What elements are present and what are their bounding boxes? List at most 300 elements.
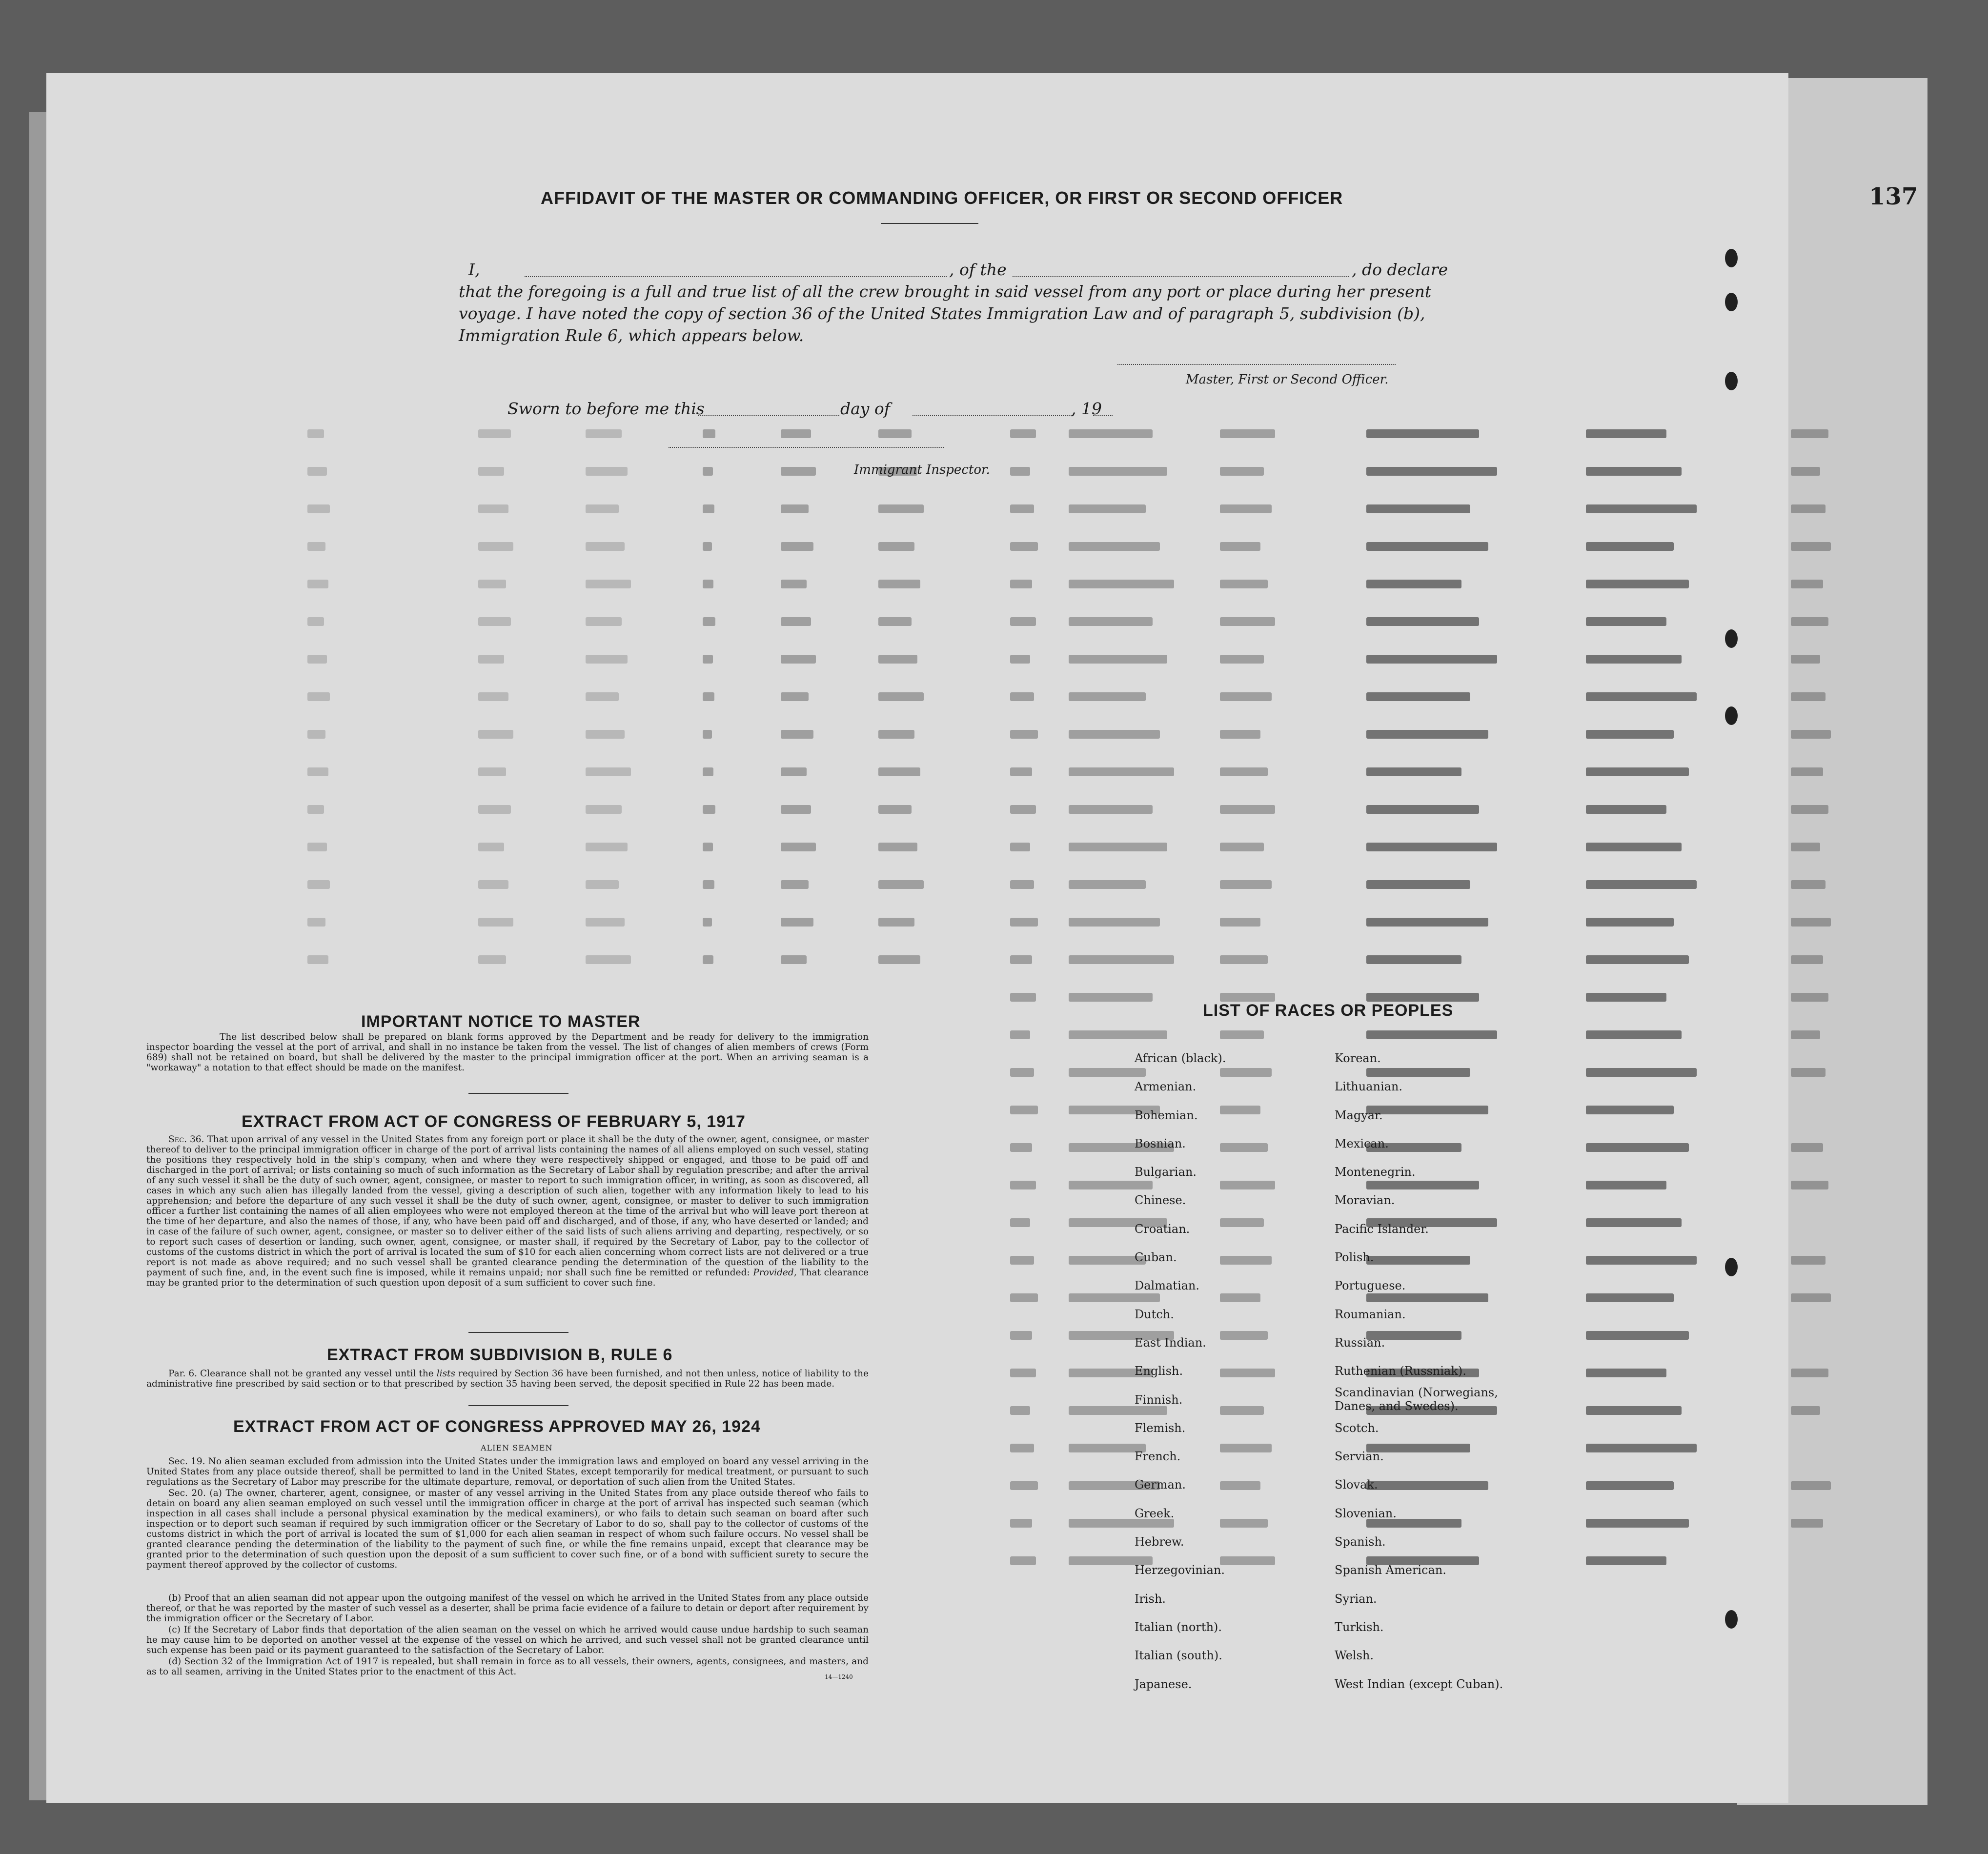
bleed-mark [703,542,712,551]
bleed-mark [703,805,715,814]
bleed-mark [1010,730,1038,739]
bleed-mark [1586,1406,1682,1415]
bleed-mark [1366,843,1497,851]
bleed-mark [1791,580,1823,588]
race-item: Bosnian. [1135,1136,1186,1150]
affidavit-line3: voyage. I have noted the copy of section 36 of the United States Immigration Law and of paragraph 5, subdivision (b), [459,304,1425,323]
name-blank [525,276,947,277]
bleed-mark [478,504,508,513]
bleed-mark [586,504,619,513]
race-item: Irish. [1135,1592,1166,1606]
bleed-mark [478,467,504,476]
race-item: Lithuanian. [1335,1080,1403,1094]
extract1-body: That upon arrival of any vessel in the United States from any foreign port or place it shall be the duty of the owner, agent, consignee, or master thereof to deliver to the principal immigration officer in charge of the port of arrival lists containing the names of all aliens employed on such vessel, stating the positions they respectively hold in the ship's company, when and where they were respectively shipped or engaged, and those to be paid off and discharged in the port of arrival; or lists containing so much of such information as the Secretary of Labor shall by regulation prescribe; and after the arrival of any such vessel it shall be the duty of such owner, agent, consignee, or master to report to such immigration officer, in writing, as soon as discovered, all cases in which any such alien has illegally landed from the vessel, giving a description of such alien, together with any information likely to lead to his apprehension; and before the departure of any such vessel it shall be the duty of such owner, agent, consignee, or master to deliver to such immigration officer a further list containing the names of all alien employees who were not employed thereon at the time of the arrival but who will leave port thereon at the time of her departure, and also the names of those, if any, who have been paid off and discharged, and of those, if any, who have deserted or landed; and in case of the failure of such owner, agent, consignee, or master so to deliver either of the said lists of such aliens arriving and departing, respectively, or so to report such cases of desertion or landing, such owner, agent, consignee, or master shall, if required by the Secretary of Labor, pay to the collector of customs of the customs district in which the port of arrival is located the sum of $10 for each alien concerning whom correct lists are not delivered or a true report is not made as above required; and no such vessel shall be granted clearance pending the determination of the question of the liability to the payment of such fine, and, in the event such fine is imposed, while it remains unpaid; nor shall such fine be remitted or refunded: [146,1134,869,1278]
race-item: East Indian. [1135,1335,1206,1350]
bleed-mark [1220,730,1260,739]
bleed-mark [1791,880,1826,889]
bleed-mark [1586,617,1666,626]
bleed-mark [1366,955,1461,964]
bleed-mark [1791,429,1828,438]
bleed-mark [1220,1331,1268,1340]
bleed-row [278,429,1903,444]
race-item: Cuban. [1135,1250,1177,1265]
bleed-mark [1220,429,1275,438]
bleed-mark [703,692,714,701]
race-item: Ruthenian (Russniak). [1335,1364,1466,1378]
bleed-mark [1220,805,1275,814]
extract3-sec20b: (b) Proof that an alien seaman did not appear upon the outgoing manifest of the vessel on which he arrived in the United States from any place outside thereof, or that he was reported by the master of such vessel as a deserter, shall be prima facie evidence of a failure to detain or deport after requirement by the immigration officer or the Secretary of Labor. [146,1593,869,1624]
bleed-row [278,730,1903,745]
page-number: 137 [1869,183,1918,210]
race-item: African (black). [1135,1051,1226,1065]
bleed-mark [1010,655,1030,664]
bleed-mark [586,767,631,776]
vessel-blank [1013,276,1349,277]
bleed-mark [1791,1481,1831,1490]
race-item: English. [1135,1364,1183,1378]
bleed-mark [878,692,924,701]
race-item: Japanese. [1135,1677,1192,1691]
divider [468,1093,568,1094]
bleed-mark [1586,467,1682,476]
bleed-row [278,655,1903,669]
bleed-mark [1010,805,1036,814]
bleed-mark [1069,880,1146,889]
extract2-lists: lists [436,1369,455,1379]
bleed-mark [478,805,511,814]
race-item: Spanish American. [1335,1563,1446,1577]
bleed-mark [1791,918,1831,927]
bleed-mark [1366,767,1461,776]
bleed-mark [307,955,328,964]
affidavit-line1-end: , do declare [1352,260,1448,279]
bleed-mark [781,730,813,739]
bleed-mark [1791,955,1823,964]
binder-hole-icon [1725,372,1738,390]
bleed-row [278,918,1903,932]
race-item: Welsh. [1335,1649,1374,1663]
race-item: Pacific Islander. [1335,1222,1429,1236]
bleed-mark [1366,1030,1497,1039]
bleed-mark [1791,1369,1828,1377]
bleed-mark [1586,993,1666,1002]
race-item: Slovak. [1335,1478,1378,1492]
race-item: Turkish. [1335,1620,1384,1634]
bleed-mark [478,429,511,438]
bleed-mark [1220,692,1272,701]
inspector-blank [669,446,944,448]
bleed-mark [703,955,713,964]
bleed-mark [1069,843,1167,851]
binder-hole-icon [1725,1258,1738,1276]
bleed-mark [1366,580,1461,588]
bleed-mark [1791,1030,1820,1039]
race-item: Magyar. [1335,1108,1383,1122]
bleed-row [278,955,1903,970]
bleed-mark [1220,1030,1264,1039]
bleed-mark [703,429,715,438]
race-item: Servian. [1335,1450,1384,1464]
race-item: Armenian. [1135,1080,1197,1094]
race-item: Mexican. [1335,1136,1389,1150]
bleed-mark [1220,918,1260,927]
bleed-mark [478,955,506,964]
bleed-mark [1010,1556,1036,1565]
inspector-label: Immigrant Inspector. [854,463,990,477]
bleed-row [278,542,1903,557]
bleed-mark [878,805,912,814]
bleed-mark [878,429,912,438]
bleed-mark [586,880,619,889]
bleed-mark [1069,542,1160,551]
bleed-mark [1791,767,1823,776]
bleed-mark [586,655,628,664]
bleed-mark [1069,1444,1146,1452]
bleed-row [278,617,1903,632]
extract1-proviso: That clearance may be granted prior to the determination of such question upon deposit of a sum sufficient to cover such fine. [146,1268,869,1288]
bleed-mark [703,730,712,739]
bleed-mark [1069,993,1153,1002]
race-item: Portuguese. [1335,1279,1406,1293]
bleed-mark [781,655,816,664]
bleed-mark [1220,580,1268,588]
bleed-mark [1586,843,1682,851]
affidavit-line1-start: I, [468,260,480,279]
bleed-mark [1069,1068,1146,1077]
affidavit-line1-mid: , of the [949,260,1007,279]
bleed-mark [703,617,715,626]
bleed-mark [1010,1444,1034,1452]
bleed-mark [1586,429,1666,438]
bleed-mark [1069,918,1160,927]
bleed-mark [1366,429,1479,438]
bleed-mark [478,918,513,927]
bleed-mark [1586,918,1674,927]
extract1-text [146,1134,869,1288]
bleed-mark [1586,1218,1682,1227]
bleed-mark [307,880,330,889]
extract3-subtitle: ALIEN SEAMEN [481,1443,553,1452]
bleed-mark [1586,542,1674,551]
bleed-mark [703,880,714,889]
bleed-mark [1791,617,1828,626]
sworn-day-blank [698,415,839,416]
bleed-mark [1586,1181,1666,1189]
bleed-mark [1220,655,1264,664]
bleed-mark [1220,1068,1272,1077]
bleed-mark [1069,655,1167,664]
race-item: French. [1135,1450,1181,1464]
bleed-mark [1010,1106,1038,1114]
bleed-mark [1220,1218,1264,1227]
bleed-row [278,993,1903,1008]
bleed-mark [1366,993,1479,1002]
bleed-mark [1366,467,1497,476]
bleed-mark [878,655,917,664]
bleed-mark [1791,542,1831,551]
bleed-mark [781,880,809,889]
bleed-mark [478,843,504,851]
bleed-mark [781,542,813,551]
extract2-title: EXTRACT FROM SUBDIVISION B, RULE 6 [327,1346,673,1364]
bleed-row [278,1331,1903,1346]
bleed-mark [1010,1293,1038,1302]
bleed-mark [781,692,809,701]
bleed-mark [307,429,324,438]
extract2-text-a: Par. 6. Clearance shall not be granted any vessel until the [168,1369,434,1379]
bleed-mark [703,843,713,851]
bleed-mark [586,692,619,701]
bleed-mark [703,504,714,513]
bleed-mark [1010,918,1038,927]
bleed-mark [1586,1293,1674,1302]
bleed-mark [1010,1218,1030,1227]
extract3-title: EXTRACT FROM ACT OF CONGRESS APPROVED MAY 26, 1924 [233,1417,761,1436]
bleed-mark [1366,730,1488,739]
bleed-mark [307,655,327,664]
bleed-mark [1586,504,1697,513]
bleed-mark [1010,955,1032,964]
bleed-mark [1220,767,1268,776]
bleed-mark [1220,1406,1264,1415]
races-column-2 [1335,1044,1510,1698]
binder-hole-icon [1725,706,1738,725]
bleed-mark [1366,504,1470,513]
bleed-row [278,467,1903,482]
bleed-row [278,692,1903,707]
bleed-mark [1586,1256,1697,1265]
bleed-mark [1586,805,1666,814]
bleed-mark [1220,504,1272,513]
extract3-sec19: Sec. 19. No alien seaman excluded from admission into the United States under the immigration laws and employed on board any vessel arriving in the United States from any place outside thereof, shall be permitted to land in the United States, except temporarily for medical treatment, or pursuant to such regulations as the Secretary of Labor may prescribe for the ultimate departure, removal, or deportation of such alien from the United States. [146,1456,869,1487]
bleed-mark [1220,542,1260,551]
bleed-mark [1791,843,1820,851]
bleed-mark [1366,805,1479,814]
bleed-mark [1791,1406,1820,1415]
affidavit-line4: Immigration Rule 6, which appears below. [459,326,804,345]
notice-text: The list described below shall be prepared on blank forms approved by the Department and be ready for delivery to the immigration inspector boarding the vessel at the port of arrival, and shall in no instance be taken from the vessel. The list of changes of alien members of crews (Form 689) shall not be retained on board, but shall be delivered by the master to the principal immigration officer at the port. When an arriving seaman is a "workaway" a notation to that effect should be made on the manifest. [146,1032,869,1073]
bleed-mark [1069,1256,1146,1265]
bleed-mark [1069,692,1146,701]
bleed-row [278,1293,1903,1308]
bleed-mark [1220,880,1272,889]
bleed-mark [1220,993,1275,1002]
bleed-mark [1586,1106,1674,1114]
bleed-row [278,580,1903,594]
race-item: Italian (south). [1135,1649,1222,1663]
race-item: Moravian. [1335,1193,1395,1208]
page-stack-edge [29,112,49,1800]
race-item: Scandinavian (Norwegians, Danes, and Swedes). [1335,1385,1498,1413]
bleed-mark [1010,467,1030,476]
bleed-mark [1586,655,1682,664]
bleed-mark [1791,655,1820,664]
race-item: Chinese. [1135,1193,1186,1208]
race-item: Roumanian. [1335,1307,1406,1321]
extract2-text [146,1369,869,1389]
bleed-mark [1791,1519,1823,1528]
bleed-mark [703,655,713,664]
bleed-mark [478,655,504,664]
bleed-mark [478,617,511,626]
bleed-mark [878,542,914,551]
sworn-start: Sworn to before me this [507,399,705,418]
bleed-mark [1220,1519,1268,1528]
bleed-mark [1586,1444,1697,1452]
bleed-mark [878,504,924,513]
binder-hole-icon [1725,1610,1738,1629]
race-item: Montenegrin. [1335,1165,1416,1179]
divider [468,1332,568,1333]
bleed-mark [1010,1481,1038,1490]
bleed-mark [1220,843,1264,851]
bleed-mark [307,918,325,927]
bleed-mark [1010,880,1034,889]
bleed-mark [878,617,912,626]
bleed-mark [781,805,811,814]
bleed-mark [878,843,917,851]
bleed-mark [1220,1256,1272,1265]
bleed-mark [1010,542,1038,551]
race-item: Scotch. [1335,1421,1379,1435]
bleed-mark [1586,1481,1674,1490]
bleed-mark [878,880,924,889]
race-item: Polish. [1335,1250,1374,1265]
bleed-row [278,805,1903,820]
bleed-mark [1586,1556,1666,1565]
bleed-mark [478,730,513,739]
race-item: Italian (north). [1135,1620,1222,1634]
bleed-mark [1010,1068,1034,1077]
bleed-mark [1069,580,1174,588]
bleed-mark [1586,580,1689,588]
bleed-mark [1069,767,1174,776]
bleed-mark [1010,767,1032,776]
race-item: Syrian. [1335,1592,1377,1606]
bleed-row [278,880,1903,895]
extract3-sec20d: (d) Section 32 of the Immigration Act of 1917 is repealed, but shall remain in force as to all vessels, their owners, agents, consignees, and masters, and as to all seamen, arriving in the United States prior to the enactment of this Act. [146,1656,869,1677]
bleed-mark [1586,730,1674,739]
bleed-mark [1791,1293,1831,1302]
sworn-year-blank [1093,415,1113,416]
bleed-mark [1010,617,1036,626]
extract1-proviso-label: Provided, [753,1268,797,1278]
bleed-mark [478,880,508,889]
race-item: Hebrew. [1135,1535,1184,1549]
bleed-mark [307,843,327,851]
bleed-mark [586,730,625,739]
bleed-mark [1069,955,1174,964]
bleed-mark [586,429,622,438]
bleed-mark [1366,692,1470,701]
bleed-mark [1220,1181,1275,1189]
bleed-mark [1010,843,1030,851]
race-item: Finnish. [1135,1392,1183,1407]
bleed-mark [1791,993,1828,1002]
race-item: West Indian (except Cuban). [1335,1677,1503,1691]
bleed-mark [307,580,328,588]
race-item: Bohemian. [1135,1108,1198,1122]
bleed-mark [1069,805,1153,814]
bleed-mark [1069,504,1146,513]
bleed-mark [878,767,920,776]
bleed-mark [1010,429,1036,438]
bleed-mark [781,467,816,476]
bleed-mark [1791,1181,1828,1189]
bleed-mark [781,504,809,513]
bleed-mark [1366,655,1497,664]
bleed-mark [1791,1143,1823,1152]
bleed-mark [781,617,811,626]
bleed-mark [586,580,631,588]
bleed-mark [307,805,324,814]
bleed-mark [307,692,330,701]
bleed-mark [1010,1143,1032,1152]
bleed-mark [586,617,622,626]
bleed-mark [1220,617,1275,626]
bleed-mark [307,767,328,776]
bleed-mark [1586,692,1697,701]
extract2-text-b: required by Section 36 have been furnished, and not then unless, notice of liability to the administrative fine prescribed by said section or to that prescribed by section 35 having been served, the deposit specified in Rule 22 has been made. [146,1369,869,1389]
bleed-mark [586,542,625,551]
bleed-mark [1069,617,1153,626]
bleed-mark [1586,1143,1689,1152]
bleed-mark [1586,955,1689,964]
bleed-mark [781,843,816,851]
race-item: Herzegovinian. [1135,1563,1225,1577]
bleed-mark [1586,880,1697,889]
bleed-mark [703,580,713,588]
bleed-mark [307,617,324,626]
bleed-mark [478,692,508,701]
bleed-mark [1010,1256,1034,1265]
affidavit-title: AFFIDAVIT OF THE MASTER OR COMMANDING OFFICER, OR FIRST OR SECOND OFFICER [541,188,1343,208]
bleed-mark [478,767,506,776]
master-label: Master, First or Second Officer. [1186,372,1389,387]
races-title: LIST OF RACES OR PEOPLES [1203,1001,1454,1020]
race-item: Slovenian. [1335,1506,1397,1520]
extract3-sec20a: Sec. 20. (a) The owner, charterer, agent, consignee, or master of any vessel arriving in the United States from any place outside thereof who fails to detain on board any alien seaman employed on such vessel until the immigration officer in charge at the port of arrival has inspected such seaman (which inspection in all cases shall include a personal physical examination by the medical examiners), or who fails to detain such seaman on board after such inspection or to deport such seaman if required by such immigration officer or the Secretary of Labor to do so, shall pay to the collector of customs of the customs district in which the port of arrival is located the sum of $1,000 for each alien seaman in respect of whom such failure occurs. No vessel shall be granted clearance pending the determination of the liability to the payment of such fine, or while the fine remains unpaid, except that clearance may be granted prior to the determination of such question upon the deposit of a sum sufficient to cover such fine, or of a bond with sufficient surety to secure the payment thereof approved by the collector of customs. [146,1488,869,1570]
bleed-mark [1220,1444,1272,1452]
binder-hole-icon [1725,249,1738,267]
bleed-mark [781,580,807,588]
bleed-mark [878,955,920,964]
bleed-mark [586,805,622,814]
bleed-mark [1010,1030,1030,1039]
bleed-mark [878,918,914,927]
sworn-month-blank [913,415,1074,416]
bleed-mark [1586,767,1689,776]
bleed-mark [781,918,813,927]
bleed-mark [1586,1519,1689,1528]
bleed-mark [1010,1519,1032,1528]
bleed-mark [1586,1030,1682,1039]
bleed-mark [307,467,327,476]
bleed-row [278,767,1903,782]
bleed-mark [1791,1068,1826,1077]
bleed-mark [307,730,325,739]
bleed-mark [878,730,914,739]
bleed-mark [703,767,713,776]
bleed-mark [1791,467,1820,476]
bleed-mark [781,955,807,964]
race-item: Flemish. [1135,1421,1186,1435]
bleed-mark [1220,1369,1275,1377]
affidavit-line2: that the foregoing is a full and true list of all the crew brought in said vessel from any port or place during her present [459,282,1432,301]
bleed-row [278,843,1903,857]
bleed-mark [1220,467,1264,476]
binder-hole-icon [1725,629,1738,648]
